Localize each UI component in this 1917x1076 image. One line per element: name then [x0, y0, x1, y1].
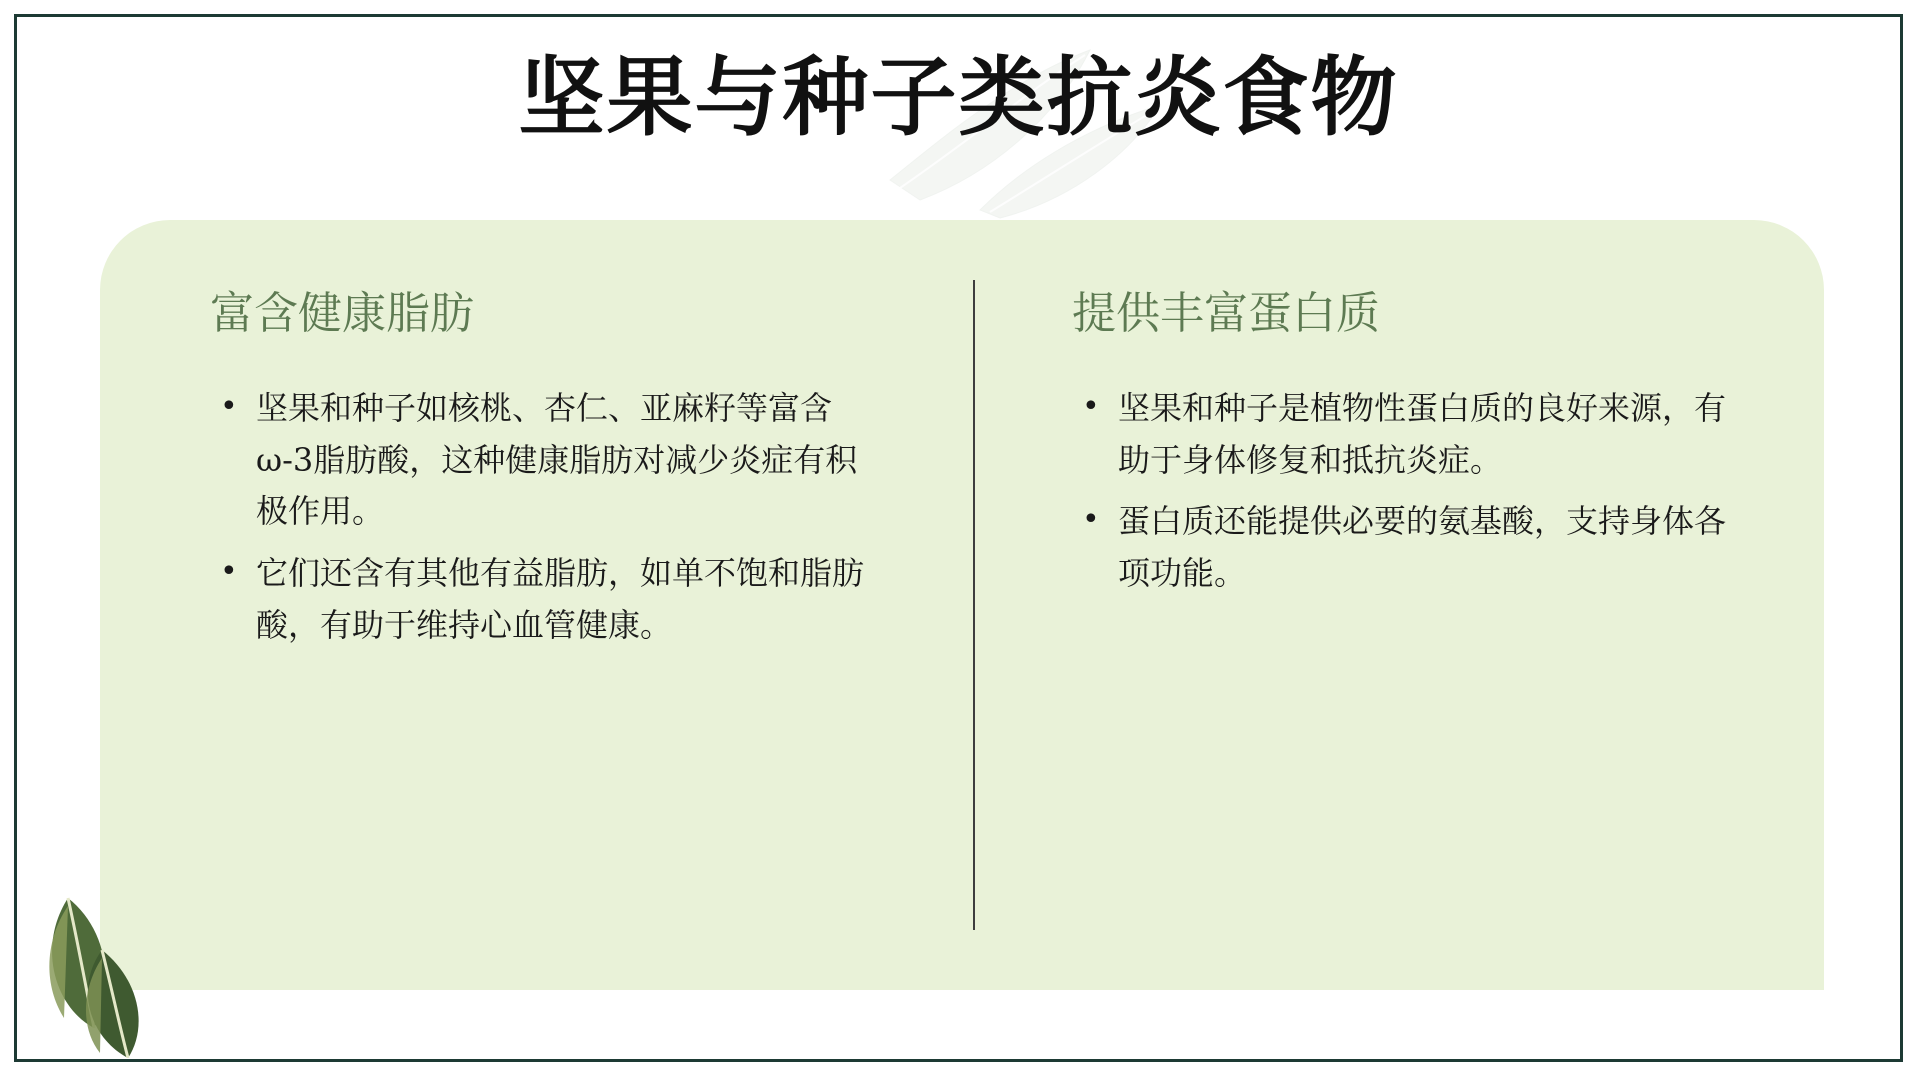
column-left-heading: 富含健康脂肪 [210, 288, 474, 339]
list-item: • 它们还含有其他有益脂肪，如单不饱和脂肪酸，有助于维持心血管健康。 [210, 548, 870, 652]
page-title: 坚果与种子类抗炎食物 [518, 47, 1399, 148]
list-item: • 坚果和种子如核桃、杏仁、亚麻籽等富含ω-3脂肪酸，这种健康脂肪对减少炎症有积极作用。 [210, 383, 870, 538]
content-card [100, 220, 1824, 990]
column-left-bullets [210, 383, 870, 652]
column-right [962, 220, 1824, 990]
column-divider [973, 280, 975, 930]
list-item: • 坚果和种子是植物性蛋白质的良好来源，有助于身体修复和抵抗炎症。 [1072, 383, 1732, 487]
content-columns [100, 220, 1824, 990]
column-left [100, 220, 962, 990]
column-right-bullets [1072, 383, 1732, 600]
list-item: • 蛋白质还能提供必要的氨基酸，支持身体各项功能。 [1072, 496, 1732, 600]
column-right-heading: 提供丰富蛋白质 [1072, 288, 1380, 339]
